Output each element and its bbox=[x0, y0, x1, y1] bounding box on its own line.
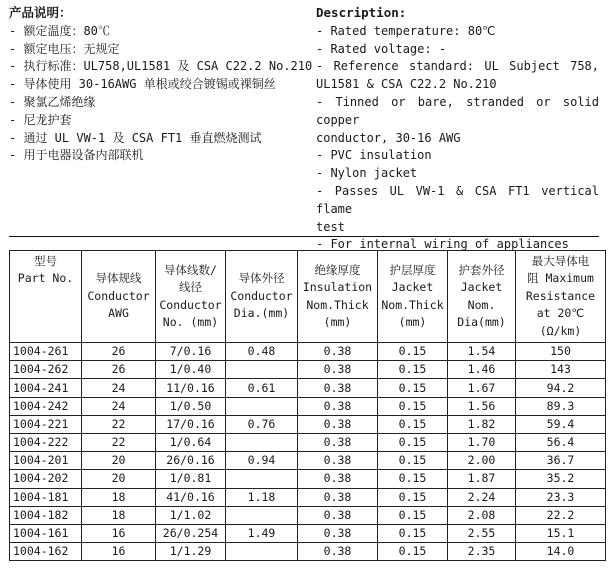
table-cell: 1.67 bbox=[448, 379, 516, 397]
table-cell: 0.48 bbox=[226, 343, 298, 361]
table-row bbox=[10, 543, 606, 561]
table-cell: 1004-241 bbox=[10, 379, 82, 397]
header-conductor-no bbox=[156, 251, 226, 343]
header-line: 线径 bbox=[179, 280, 202, 295]
table-cell: 0.15 bbox=[378, 361, 448, 379]
section-divider bbox=[9, 236, 599, 237]
header-line: 导体规线 bbox=[95, 271, 142, 286]
table-cell: 41/0.16 bbox=[156, 488, 226, 506]
table-row bbox=[10, 379, 606, 397]
table-cell bbox=[226, 543, 298, 561]
chinese-description-item: - 额定温度：80℃ bbox=[9, 23, 110, 38]
table-cell: 1.49 bbox=[226, 524, 298, 542]
header-line: Jacket bbox=[391, 280, 434, 295]
table-cell: 0.38 bbox=[298, 506, 378, 524]
chinese-description-item: - 尼龙护套 bbox=[9, 112, 72, 127]
table-cell: 0.94 bbox=[226, 452, 298, 470]
table-cell: 1004-202 bbox=[10, 470, 82, 488]
header-jacket-dia bbox=[448, 251, 516, 343]
table-cell: 1004-221 bbox=[10, 415, 82, 433]
table-cell: 26/0.254 bbox=[156, 524, 226, 542]
table-cell: 2.24 bbox=[448, 488, 516, 506]
table-row bbox=[10, 397, 606, 415]
table-cell: 89.3 bbox=[516, 397, 606, 415]
header-line: Conductor bbox=[230, 288, 293, 303]
table-cell: 1.87 bbox=[448, 470, 516, 488]
table-cell: 150 bbox=[516, 343, 606, 361]
header-line: Nom.Thick bbox=[381, 297, 444, 312]
table-cell: 94.2 bbox=[516, 379, 606, 397]
english-description-item: - PVC insulation bbox=[316, 148, 432, 163]
table-cell: 0.38 bbox=[298, 433, 378, 451]
table-cell: 0.15 bbox=[378, 506, 448, 524]
table-row bbox=[10, 433, 606, 451]
chinese-description-item: - 聚氯乙烯绝缘 bbox=[9, 94, 96, 109]
header-line: 阻 Maximum bbox=[527, 271, 594, 286]
table-cell: 16 bbox=[82, 543, 156, 561]
table-cell: 1.46 bbox=[448, 361, 516, 379]
header-line: AWG bbox=[108, 306, 129, 321]
table-cell: 0.15 bbox=[378, 343, 448, 361]
english-description-item: - Passes UL VW-1 & CSA FT1 vertical flame bbox=[316, 183, 599, 216]
table-cell: 143 bbox=[516, 361, 606, 379]
table-cell: 0.15 bbox=[378, 488, 448, 506]
table-cell: 17/0.16 bbox=[156, 415, 226, 433]
table-cell: 26 bbox=[82, 343, 156, 361]
table-cell: 1004-201 bbox=[10, 452, 82, 470]
table-cell: 1004-262 bbox=[10, 361, 82, 379]
table-cell: 1.56 bbox=[448, 397, 516, 415]
table-cell: 7/0.16 bbox=[156, 343, 226, 361]
english-description-title: Description: bbox=[316, 5, 407, 20]
chinese-description-item: - 用于电器设备内部联机 bbox=[9, 148, 144, 163]
table-cell: 0.15 bbox=[378, 433, 448, 451]
table-cell bbox=[226, 470, 298, 488]
table-cell: 0.38 bbox=[298, 452, 378, 470]
header-insulation-thick bbox=[298, 251, 378, 343]
table-cell: 1004-242 bbox=[10, 397, 82, 415]
chinese-description bbox=[9, 4, 313, 165]
table-cell: 20 bbox=[82, 452, 156, 470]
table-cell bbox=[226, 506, 298, 524]
table-cell: 2.08 bbox=[448, 506, 516, 524]
table-cell: 2.35 bbox=[448, 543, 516, 561]
table-cell: 1.70 bbox=[448, 433, 516, 451]
table-cell: 22 bbox=[82, 415, 156, 433]
header-line: 最大导体电 bbox=[531, 254, 590, 268]
header-line: 导体外径 bbox=[238, 271, 285, 286]
table-cell: 23.3 bbox=[516, 488, 606, 506]
table-cell: 2.00 bbox=[448, 452, 516, 470]
table-cell: 0.38 bbox=[298, 470, 378, 488]
table-cell: 1/0.81 bbox=[156, 470, 226, 488]
table-cell: 59.4 bbox=[516, 415, 606, 433]
table-row bbox=[10, 452, 606, 470]
header-part-no bbox=[10, 251, 82, 343]
english-description-item: test bbox=[316, 219, 345, 234]
header-line: Resistance bbox=[525, 288, 596, 303]
table-cell bbox=[226, 433, 298, 451]
header-line: at 20℃ bbox=[536, 306, 585, 321]
table-cell: 1/0.64 bbox=[156, 433, 226, 451]
table-cell: 14.0 bbox=[516, 543, 606, 561]
table-row bbox=[10, 361, 606, 379]
table-cell: 0.38 bbox=[298, 524, 378, 542]
header-line: Jacket bbox=[460, 280, 503, 295]
english-description-item: - Nylon jacket bbox=[316, 166, 418, 181]
header-conductor-dia bbox=[226, 251, 298, 343]
table-cell: 18 bbox=[82, 488, 156, 506]
table-cell: 0.38 bbox=[298, 379, 378, 397]
table-cell: 56.4 bbox=[516, 433, 606, 451]
chinese-description-item: - 额定电压：无规定 bbox=[9, 41, 120, 56]
english-description bbox=[316, 4, 599, 254]
chinese-description-title: 产品说明： bbox=[9, 5, 72, 20]
chinese-description-list bbox=[9, 23, 313, 165]
table-cell: 1004-261 bbox=[10, 343, 82, 361]
table-cell: 11/0.16 bbox=[156, 379, 226, 397]
table-cell: 20 bbox=[82, 470, 156, 488]
header-line: (mm) bbox=[398, 314, 427, 329]
table-cell: 1004-161 bbox=[10, 524, 82, 542]
table-cell: 22 bbox=[82, 433, 156, 451]
table-cell: 0.61 bbox=[226, 379, 298, 397]
header-conductor-awg bbox=[82, 251, 156, 343]
table-cell: 36.7 bbox=[516, 452, 606, 470]
header-max-resistance bbox=[516, 251, 606, 343]
table-cell: 0.15 bbox=[378, 452, 448, 470]
table-cell: 1/0.40 bbox=[156, 361, 226, 379]
specification-table bbox=[9, 250, 606, 561]
table-cell: 1.82 bbox=[448, 415, 516, 433]
header-line: Dia.(mm) bbox=[233, 306, 290, 321]
table-body bbox=[10, 343, 606, 561]
table-cell: 0.38 bbox=[298, 343, 378, 361]
header-line: 绝缘厚度 bbox=[314, 262, 361, 277]
english-description-item: conductor, 30-16 AWG bbox=[316, 130, 461, 145]
header-line: 护层厚度 bbox=[389, 262, 436, 277]
table-cell: 0.15 bbox=[378, 543, 448, 561]
table-cell: 1004-222 bbox=[10, 433, 82, 451]
header-line: Part No. bbox=[17, 271, 74, 286]
table-cell: 0.38 bbox=[298, 397, 378, 415]
table-row bbox=[10, 488, 606, 506]
english-description-item: - Rated temperature: 80℃ bbox=[316, 23, 496, 38]
table-cell: 1.18 bbox=[226, 488, 298, 506]
english-description-item: - Rated voltage: - bbox=[316, 41, 447, 56]
english-description-item: - Tinned or bare, stranded or solid copper bbox=[316, 94, 599, 127]
english-description-item: UL1581 & CSA C22.2 No.210 bbox=[316, 77, 497, 92]
header-line: 型号 bbox=[34, 254, 57, 268]
table-cell: 26/0.16 bbox=[156, 452, 226, 470]
table-cell: 0.15 bbox=[378, 379, 448, 397]
table-cell: 22.2 bbox=[516, 506, 606, 524]
table-row bbox=[10, 524, 606, 542]
header-line: 导体线数/ bbox=[164, 262, 217, 277]
chinese-description-item: - 导体使用 30-16AWG 单根或绞合镀锡或裸铜丝 bbox=[9, 77, 276, 92]
header-line: Nom. bbox=[467, 297, 496, 312]
table-cell: 26 bbox=[82, 361, 156, 379]
header-line: Conductor bbox=[159, 297, 222, 312]
table-row bbox=[10, 415, 606, 433]
table-cell: 0.76 bbox=[226, 415, 298, 433]
table-cell: 1.54 bbox=[448, 343, 516, 361]
table-cell: 1004-181 bbox=[10, 488, 82, 506]
table-cell bbox=[226, 361, 298, 379]
table-cell: 1004-182 bbox=[10, 506, 82, 524]
table-cell: 18 bbox=[82, 506, 156, 524]
header-line: (Ω/km) bbox=[539, 323, 582, 338]
table-cell: 24 bbox=[82, 397, 156, 415]
english-description-list bbox=[316, 23, 599, 254]
table-cell: 16 bbox=[82, 524, 156, 542]
table-cell: 0.38 bbox=[298, 415, 378, 433]
table-cell bbox=[226, 397, 298, 415]
chinese-description-item: - 通过 UL VW-1 及 CSA FT1 垂直燃烧测试 bbox=[9, 130, 262, 145]
table-cell: 1/1.29 bbox=[156, 543, 226, 561]
table-cell: 35.2 bbox=[516, 470, 606, 488]
table-cell: 24 bbox=[82, 379, 156, 397]
table-cell: 0.38 bbox=[298, 361, 378, 379]
table-cell: 1/1.02 bbox=[156, 506, 226, 524]
table-cell: 0.15 bbox=[378, 524, 448, 542]
header-line: Dia(mm) bbox=[457, 314, 506, 329]
header-line: Nom.Thick bbox=[306, 297, 369, 312]
header-line: (mm) bbox=[323, 314, 352, 329]
english-description-item: - Reference standard: UL Subject 758, bbox=[316, 59, 599, 74]
table-cell: 15.1 bbox=[516, 524, 606, 542]
table-row bbox=[10, 470, 606, 488]
table-cell: 2.55 bbox=[448, 524, 516, 542]
english-description-item: - For internal wiring of appliances bbox=[316, 237, 569, 252]
table-cell: 1/0.50 bbox=[156, 397, 226, 415]
header-jacket-thick bbox=[378, 251, 448, 343]
table-cell: 0.38 bbox=[298, 488, 378, 506]
table-header-row bbox=[10, 251, 606, 343]
table-row bbox=[10, 506, 606, 524]
header-line: 护套外径 bbox=[458, 262, 505, 277]
table-row bbox=[10, 343, 606, 361]
header-line: No. (mm) bbox=[162, 314, 219, 329]
table-cell: 0.15 bbox=[378, 470, 448, 488]
table-cell: 0.15 bbox=[378, 415, 448, 433]
table-cell: 0.38 bbox=[298, 543, 378, 561]
header-line: Conductor bbox=[87, 288, 150, 303]
table-cell: 0.15 bbox=[378, 397, 448, 415]
chinese-description-item: - 执行标准：UL758,UL1581 及 CSA C22.2 No.210 bbox=[9, 59, 313, 74]
header-line: Insulation bbox=[302, 280, 373, 295]
table-cell: 1004-162 bbox=[10, 543, 82, 561]
